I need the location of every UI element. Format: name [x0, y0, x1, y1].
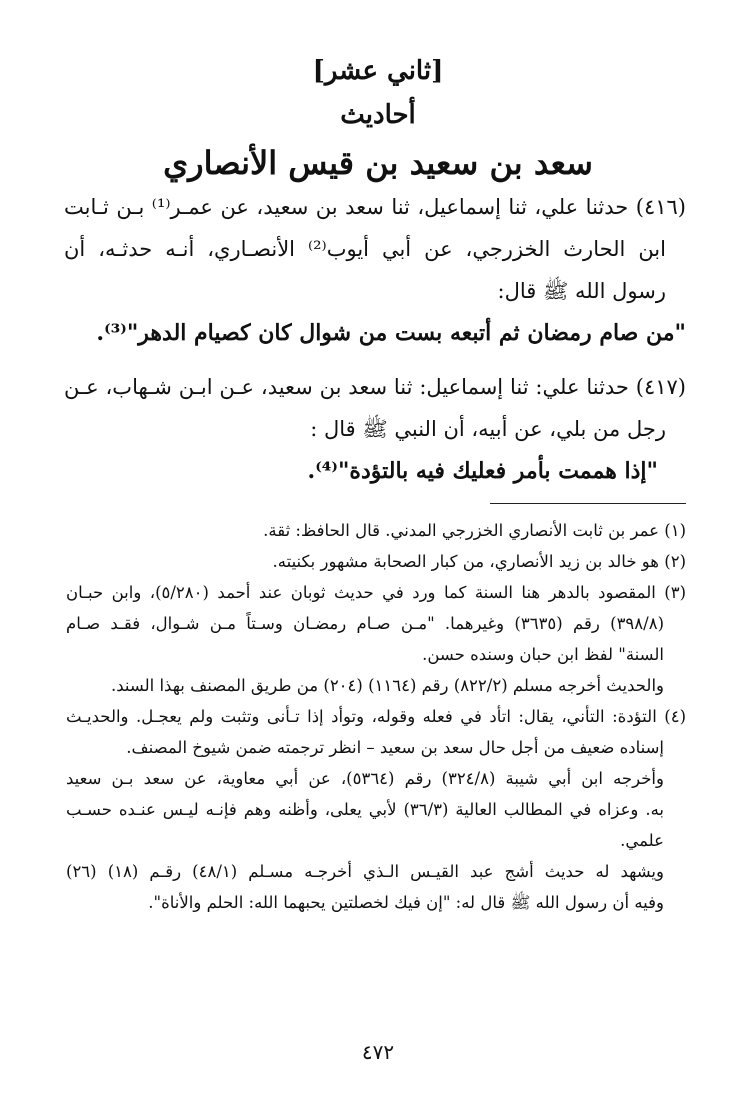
hadith-417 — [64, 366, 686, 492]
hadith-line: رجل من بلي، عن أبيه، أن النبي ﷺ قال : — [310, 417, 666, 441]
footnote-line: به. وعزاه في المطالب العالية (٣٦/٣) لأبي يعلى، وأظنه وهم فإنـه ليـس عنـده حسـب — [66, 800, 665, 819]
footnote-line: وأخرجه ابن أبي شيبة (٣٢٤/٨) رقم (٥٣٦٤)، عن أبي معاوية، عن سعد بـن سعيد — [66, 769, 664, 788]
section-heading: [ثاني عشر] — [312, 56, 444, 86]
hadith-line: (٤١٧) حدثنا علي: ثنا إسماعيل: ثنا سعد بن سعيد، عـن ابـن شـهاب، عـن — [64, 375, 686, 399]
hadith-text: "من صام رمضان ثم أتبعه بست من شوال كان كصيام الدهر"⁽³⁾. — [96, 320, 686, 346]
section-subtitle: أحاديث — [340, 100, 416, 130]
hadith-line: (٤١٦) حدثنا علي، ثنا إسماعيل، ثنا سعد بن سعيد، عن عمـر⁽¹⁾ بـن ثـابت — [64, 195, 686, 219]
footnote-line: (٣) المقصود بالدهر هنا السنة كما ورد في حديث ثوبان عند أحمد (٥/٢٨٠)، وابن حبـان — [66, 583, 686, 602]
footnote-line: (١) عمر بن ثابت الأنصاري الخزرجي المدني. قال الحافظ: ثقة. — [263, 521, 686, 540]
hadith-text: "إذا هممت بأمر فعليك فيه بالتؤدة"⁽⁴⁾. — [307, 458, 658, 484]
footnote-line: ويشهد له حديث أشج عبد القيـس الـذي أخرجـه مسـلم (٤٨/١) رقـم (١٨) (٢٦) — [66, 862, 664, 881]
footnote-line: السنة" لفظ ابن حبان وسنده حسن. — [422, 645, 664, 664]
footnotes — [66, 515, 686, 918]
footnote-separator — [490, 503, 686, 504]
footnote-line: (٣٩٨/٨) رقم (٣٦٣٥) وغيرهما. "مـن صـام رمضـان وسـتاً مـن شـوال، فقـد صـام — [66, 614, 665, 633]
footnote-line: (٢) هو خالد بن زيد الأنصاري، من كبار الصحابة مشهور بكنيته. — [272, 552, 686, 571]
footnote-line: وفيه أن رسول الله ﷺ قال له: "إن فيك لخصلتين يحبهما الله: الحلم والأناة". — [148, 893, 664, 912]
hadith-line: ابن الحارث الخزرجي، عن أبي أيوب⁽²⁾ الأنصـاري، أنـه حدثـه، أن — [64, 237, 666, 261]
footnote-line: علمي. — [620, 831, 664, 850]
hadith-line: رسول الله ﷺ قال: — [497, 279, 666, 303]
chapter-title: سعد بن سعيد بن قيس الأنصاري — [163, 144, 593, 182]
footnote-line: (٤) التؤدة: التأني، يقال: اتأد في فعله وقوله، وتوأد إذا تـأنى وتثبت ولم يعجـل. والحديـث — [66, 707, 686, 726]
footnote-line: إسناده ضعيف من أجل حال سعد بن سعيد – انظر ترجمته ضمن شيوخ المصنف. — [126, 738, 664, 757]
footnote-line: والحديث أخرجه مسلم (٨٢٢/٢) رقم (١١٦٤) (٢٠٤) من طريق المصنف بهذا السند. — [110, 676, 664, 695]
hadith-416 — [64, 186, 686, 354]
page-number: ٤٧٢ — [361, 1040, 395, 1064]
